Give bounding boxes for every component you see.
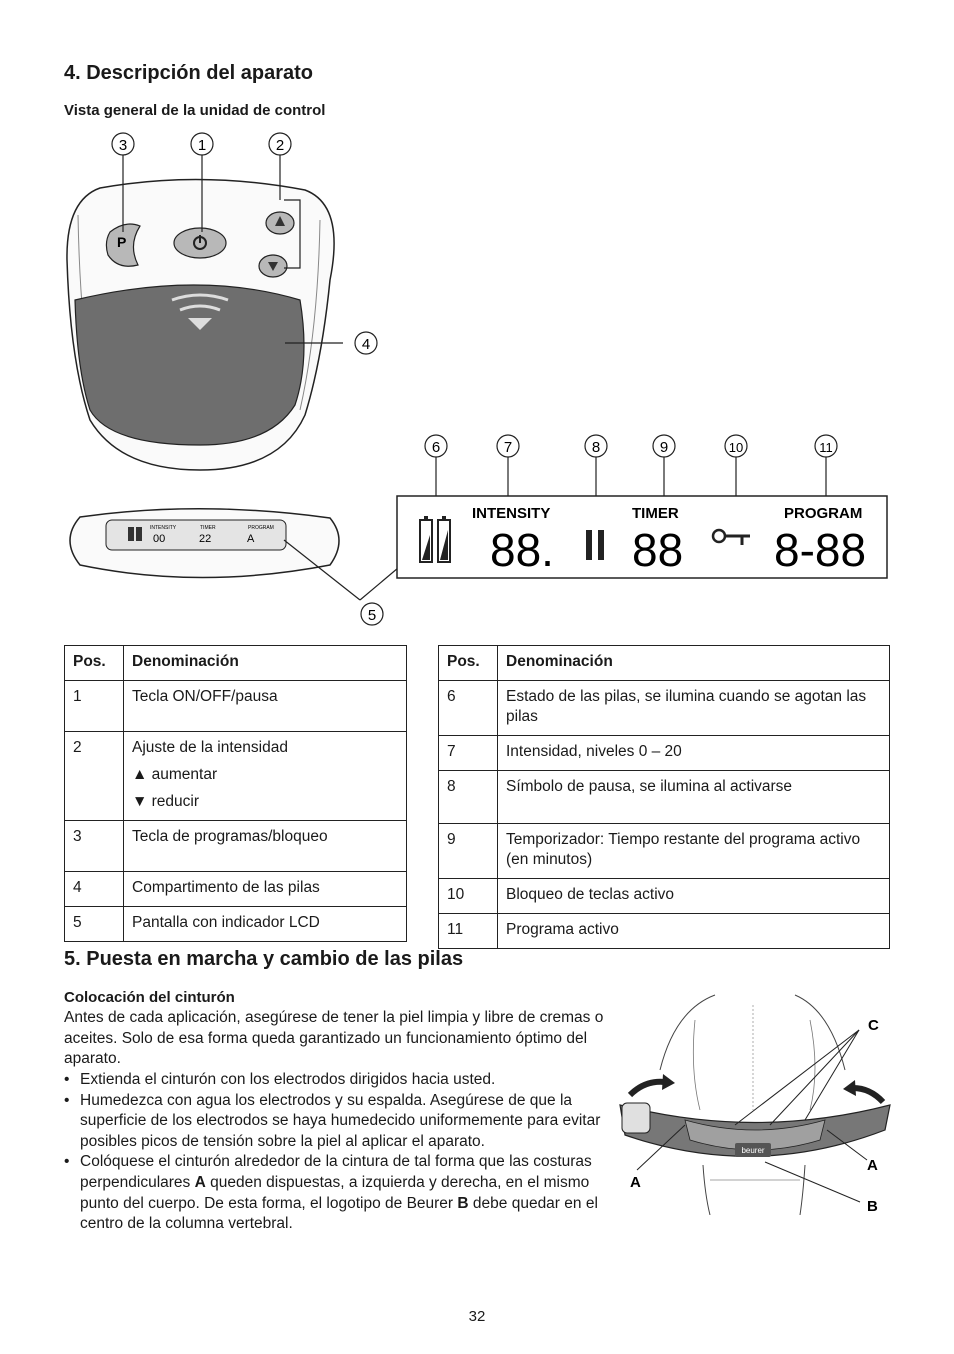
cell-name: Bloqueo de teclas activo (498, 879, 890, 914)
table-left (64, 645, 407, 942)
svg-text:7: 7 (503, 439, 513, 456)
cell-name: Pantalla con indicador LCD (124, 907, 407, 942)
cell-name: Tecla ON/OFF/pausa (124, 681, 407, 732)
table-row (65, 872, 407, 907)
label-a-right: A (867, 1157, 878, 1174)
table-row (439, 771, 890, 824)
section-4-title: 4. Descripción del aparato (64, 62, 313, 84)
label-c: C (868, 1017, 879, 1034)
intensity-up-label: ▲ aumentar (132, 766, 218, 783)
cell-name: Símbolo de pausa, se ilumina al activarse (498, 771, 890, 824)
svg-text:P: P (117, 234, 127, 250)
cell-pos: 1 (65, 681, 124, 732)
svg-text:PROGRAM: PROGRAM (784, 505, 863, 522)
header-name: Denominación (498, 646, 890, 681)
table-right (438, 645, 890, 949)
callout-8 (585, 435, 607, 457)
callout-11 (815, 435, 837, 457)
callout-5 (361, 603, 383, 625)
cell-name: Temporizador: Tiempo restante del programa activo (en minutos) (498, 824, 890, 879)
callout-2 (269, 133, 291, 155)
header-name: Denominación (124, 646, 407, 681)
cell-pos: 2 (65, 732, 124, 821)
svg-text:TIMER: TIMER (632, 505, 679, 522)
lcd-program-digits: 8-88 (774, 524, 867, 576)
svg-text:22: 22 (199, 533, 212, 545)
cell-name: Programa activo (498, 914, 890, 949)
control-unit-diagram (0, 120, 954, 630)
cell-name: Intensidad, niveles 0 – 20 (498, 736, 890, 771)
svg-text:3: 3 (118, 137, 128, 154)
table-left-header (65, 646, 407, 681)
cell-name: Tecla de programas/bloqueo (124, 821, 407, 872)
table-row (439, 824, 890, 879)
section-5-title: 5. Puesta en marcha y cambio de las pilas (64, 948, 464, 970)
svg-text:INTENSITY: INTENSITY (472, 505, 551, 522)
cell-pos: 4 (65, 872, 124, 907)
callout-4 (355, 332, 377, 354)
instruction-list (64, 1070, 609, 1235)
callout-1 (191, 133, 213, 155)
list-item: • Colóquese el cinturón alrededor de la cintura de tal forma que las costuras perpendiculares A queden dispuestas, a izquierda y derecha, en el mismo punto del cuerpo. De esta forma, el logotipo de Beurer B debe quedar en el centro de la columna vertebral. (64, 1152, 609, 1234)
svg-text:11: 11 (819, 440, 833, 455)
cell-name (124, 732, 407, 821)
cell-pos: 8 (439, 771, 498, 824)
svg-text:00: 00 (153, 533, 166, 545)
section-4-subtitle: Vista general de la unidad de control (64, 102, 326, 119)
table-row (65, 681, 407, 732)
svg-text:9: 9 (659, 439, 669, 456)
intensity-label: Ajuste de la intensidad (132, 739, 288, 756)
beurer-logo: beurer (741, 1146, 765, 1155)
battery-compartment (75, 285, 304, 445)
cell-pos: 11 (439, 914, 498, 949)
cell-pos: 5 (65, 907, 124, 942)
callout-3 (112, 133, 134, 155)
table-right-header (439, 646, 890, 681)
svg-text:10: 10 (728, 440, 744, 455)
table-row (65, 907, 407, 942)
svg-text:2: 2 (275, 137, 285, 154)
svg-text:8: 8 (591, 439, 601, 456)
cell-name: Compartimento de las pilas (124, 872, 407, 907)
table-row (439, 736, 890, 771)
list-item: • Humedezca con agua los electrodos y su espalda. Asegúrese de que la superficie de los electrodos se haya humedecido uniformemente para evitar posibles picos de tensión sobre la piel al aplicar el aparato. (64, 1091, 609, 1153)
list-item: • Extienda el cinturón con los electrodos dirigidos hacia usted. (64, 1070, 609, 1091)
svg-text:INTENSITY: INTENSITY (150, 525, 177, 531)
cell-pos: 9 (439, 824, 498, 879)
lcd-timer-digits: 88 (632, 524, 684, 576)
table-row (439, 914, 890, 949)
belt-placement-figure (615, 990, 895, 1215)
svg-text:5: 5 (367, 607, 377, 624)
header-pos: Pos. (65, 646, 124, 681)
callout-10 (725, 435, 747, 457)
svg-text:TIMER: TIMER (200, 525, 216, 531)
belt-placement-heading: Colocación del cinturón (64, 989, 235, 1006)
lcd-intensity-digits: 88. (490, 524, 554, 576)
intensity-down-label: ▼ reducir (132, 793, 200, 810)
callout-6 (425, 435, 447, 457)
table-row (65, 821, 407, 872)
svg-text:A: A (247, 533, 255, 545)
callout-7 (497, 435, 519, 457)
label-b: B (867, 1198, 878, 1215)
svg-text:PROGRAM: PROGRAM (248, 525, 274, 531)
table-row (439, 879, 890, 914)
cell-name: Estado de las pilas, se ilumina cuando se agotan las pilas (498, 681, 890, 736)
cell-pos: 10 (439, 879, 498, 914)
label-a-left: A (630, 1174, 641, 1191)
svg-text:1: 1 (197, 137, 207, 154)
table-row (65, 732, 407, 821)
table-row (439, 681, 890, 736)
svg-text:6: 6 (431, 439, 441, 456)
header-pos: Pos. (439, 646, 498, 681)
cell-pos: 7 (439, 736, 498, 771)
cell-pos: 6 (439, 681, 498, 736)
callout-9 (653, 435, 675, 457)
cell-pos: 3 (65, 821, 124, 872)
svg-text:4: 4 (361, 336, 371, 353)
intro-paragraph: Antes de cada aplicación, asegúrese de tener la piel limpia y libre de cremas o aceites. Solo de esa forma queda garantizado un funcionamiento óptimo del aparato. (64, 1009, 604, 1068)
page-number: 32 (468, 1308, 486, 1325)
